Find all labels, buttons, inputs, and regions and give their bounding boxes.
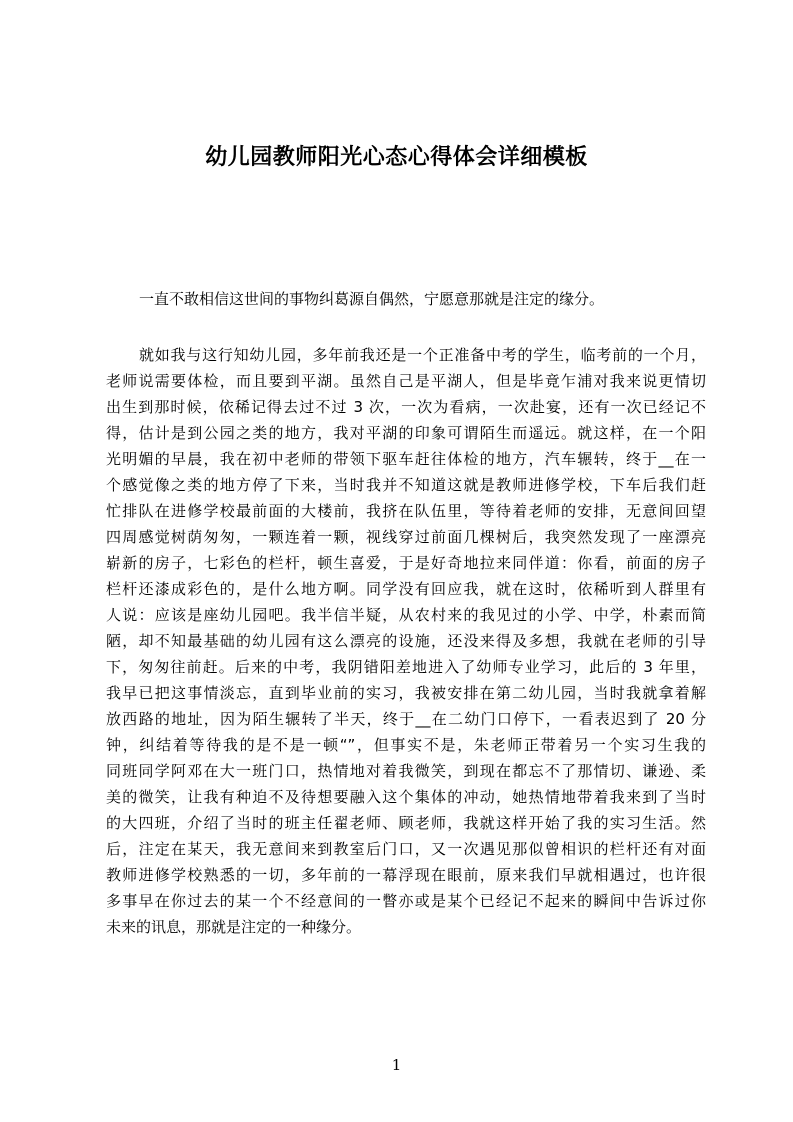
paragraph-line: 得，估计是到公园之类的地方，我对平湖的印象可谓陌生而遥远。就这样，在一个阳 <box>106 424 706 442</box>
paragraph-line: 教师进修学校熟悉的一切，多年前的一幕浮现在眼前，原来我们早就相遇过，也许很 <box>106 866 706 884</box>
paragraph-line: 下，匆匆往前赶。后来的中考，我阴错阳差地进入了幼师专业学习，此后的 3 年里， <box>106 658 706 676</box>
paragraph-line: 老师说需要体检，而且要到平湖。虽然自己是平湖人，但是毕竟乍浦对我来说更情切 <box>106 372 706 390</box>
paragraph-line: 陋，却不知最基础的幼儿园有这么漂亮的设施，还没来得及多想，我就在老师的引导 <box>106 632 706 650</box>
document-title: 幼儿园教师阳光心态心得体会详细模板 <box>205 145 588 170</box>
paragraph-line: 光明媚的早晨，我在初中老师的带领下驱车赶往体检的地方，汽车辗转，终于__在一 <box>106 450 706 468</box>
paragraph-line: 人说：应该是座幼儿园吧。我半信半疑，从农村来的我见过的小学、中学，朴素而简 <box>106 606 706 624</box>
paragraph-line: 四周感觉树荫匆匆，一颗连着一颗，视线穿过前面几棵树后，我突然发现了一座漂亮 <box>106 528 706 546</box>
paragraph-line: 同班同学阿邓在大一班门口，热情地对着我微笑，到现在都忘不了那情切、谦逊、柔 <box>106 762 706 780</box>
paragraph-line: 崭新的房子，七彩色的栏杆，顿生喜爱，于是好奇地拉来同伴道：你看，前面的房子 <box>106 554 706 572</box>
paragraph-line: 多事早在你过去的某一个不经意间的一瞥亦或是某个已经记不起来的瞬间中告诉过你 <box>106 892 706 910</box>
paragraph-line: 美的微笑，让我有种迫不及待想要融入这个集体的冲动，她热情地带着我来到了当时 <box>106 788 706 806</box>
paragraph-line: 忙排队在进修学校最前面的大楼前，我挤在队伍里，等待着老师的安排，无意间回望 <box>106 502 706 520</box>
paragraph-line: 出生到那时候，依稀记得去过不过 3 次，一次为看病，一次赴宴，还有一次已经记不 <box>106 398 706 416</box>
paragraph-line: 后，注定在某天，我无意间来到教室后门口，又一次遇见那似曾相识的栏杆还有对面 <box>106 840 706 858</box>
paragraph-line: 的大四班，介绍了当时的班主任翟老师、顾老师，我就这样开始了我的实习生活。然 <box>106 814 706 832</box>
page-number: 1 <box>391 1056 402 1074</box>
paragraph-line: 栏杆还漆成彩色的，是什么地方啊。同学没有回应我，就在这时，依稀听到人群里有 <box>106 580 706 598</box>
paragraph-line: 就如我与这行知幼儿园，多年前我还是一个正准备中考的学生，临考前的一个月， <box>139 346 706 364</box>
paragraph-line: 放西路的地址，因为陌生辗转了半天，终于__在二幼门口停下，一看表迟到了 20 分 <box>106 710 706 728</box>
intro-paragraph: 一直不敢相信这世间的事物纠葛源自偶然，宁愿意那就是注定的缘分。 <box>139 290 605 308</box>
paragraph-line: 钟，纠结着等待我的是不是一顿“”，但事实不是，朱老师正带着另一个实习生我的 <box>106 736 706 754</box>
body-paragraph <box>106 342 706 940</box>
paragraph-line: 未来的讯息，那就是注定的一种缘分。 <box>106 918 362 936</box>
paragraph-line: 个感觉像之类的地方停了下来，当时我并不知道这就是教师进修学校，下车后我们赶 <box>106 476 706 494</box>
paragraph-line: 我早已把这事情淡忘，直到毕业前的实习，我被安排在第二幼儿园，当时我就拿着解 <box>106 684 706 702</box>
